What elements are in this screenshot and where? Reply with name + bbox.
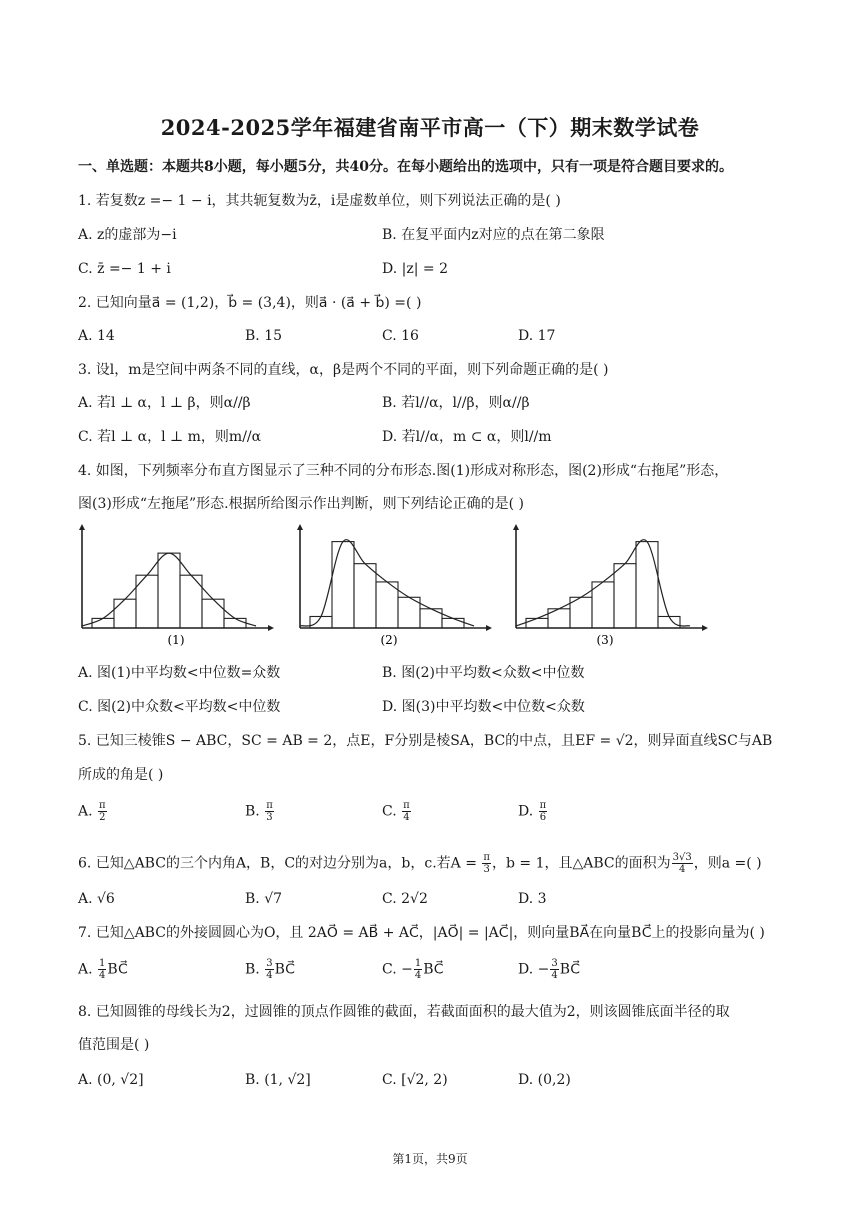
- q2-option-a[interactable]: A. 14: [78, 328, 115, 344]
- q7-option-d-vector: BC⃗: [559, 961, 581, 978]
- histogram-bar: [526, 618, 548, 628]
- histogram-bar: [376, 582, 398, 628]
- q7-option-c-label: C.: [382, 961, 397, 978]
- q5-option-d[interactable]: [518, 800, 548, 823]
- fraction-numerator: π: [483, 852, 490, 863]
- question-7-stem: 7. 已知△ABC的外接圆圆心为O，且 2AO⃗ = AB⃗ + AC⃗，|AO⃗| = |AC⃗|，则向量BA⃗在向量BC⃗上的投影向量为( ): [78, 925, 765, 941]
- q6-area-fraction: [672, 852, 693, 875]
- fraction-denominator: 6: [539, 812, 547, 823]
- histogram-bar: [592, 582, 614, 628]
- q8-option-d[interactable]: D. (0,2): [518, 1072, 571, 1088]
- question-8-stem-line2: 值范围是( ): [78, 1037, 150, 1053]
- y-axis-arrow: [297, 524, 303, 530]
- q2-option-c[interactable]: C. 16: [382, 328, 419, 344]
- q4-option-a[interactable]: A. 图(1)中平均数<中位数=众数: [78, 665, 281, 681]
- x-axis-arrow: [486, 625, 492, 631]
- q2-option-b[interactable]: B. 15: [245, 328, 283, 344]
- fraction-denominator: 4: [414, 970, 422, 981]
- histogram-bar: [92, 618, 114, 628]
- fraction-numerator: π: [99, 800, 106, 811]
- q7-option-b-fraction: [265, 958, 273, 981]
- q4-option-b[interactable]: B. 图(2)中平均数<众数<中位数: [382, 665, 585, 681]
- q6-stem-part2: ，b = 1，且△ABC的面积为: [491, 855, 671, 872]
- fraction-numerator: 1: [99, 958, 106, 969]
- histogram-bar: [658, 616, 680, 628]
- question-4-stem-line2: 图(3)形成“左拖尾”形态.根据所给图示作出判断，则下列结论正确的是( ): [78, 496, 524, 512]
- q5-option-a[interactable]: [78, 800, 108, 823]
- q5-option-c[interactable]: [382, 800, 412, 823]
- q7-option-c-sign: −: [401, 961, 413, 978]
- q7-option-b[interactable]: [245, 958, 295, 981]
- question-3-stem: 3. 设l，m是空间中两条不同的直线，α，β是两个不同的平面，则下列命题正确的是( ): [78, 362, 609, 378]
- histogram-bar: [114, 599, 136, 628]
- fraction-numerator: π: [266, 800, 273, 811]
- q6-option-c[interactable]: C. 2√2: [382, 891, 428, 907]
- histogram-bar: [158, 553, 180, 628]
- fraction-denominator: 3: [483, 864, 490, 875]
- q6-option-d[interactable]: D. 3: [518, 891, 547, 907]
- histogram-bar: [354, 564, 376, 628]
- histogram-1-label: (1): [167, 633, 185, 647]
- q7-option-a-label: A.: [78, 961, 93, 978]
- histogram-bar: [224, 618, 246, 628]
- histogram-2-label: (2): [380, 633, 398, 647]
- question-2-stem: 2. 已知向量a⃗ = (1,2)，b⃗ = (3,4)，则a⃗ · (a⃗ + b⃗) =( ): [78, 295, 422, 311]
- x-axis-arrow: [702, 625, 708, 631]
- fraction-numerator: π: [403, 800, 410, 811]
- fraction-denominator: 3: [266, 812, 273, 823]
- q6-option-a[interactable]: A. √6: [78, 891, 115, 907]
- exam-title: 2024-2025学年福建省南平市高一（下）期末数学试卷: [160, 115, 700, 140]
- fraction-denominator: 2: [99, 812, 106, 823]
- q5-option-d-label: D.: [518, 803, 534, 820]
- q1-option-a[interactable]: A. z的虚部为−i: [78, 227, 177, 243]
- fraction-numerator: 1: [414, 958, 422, 969]
- section-heading: 一、单选题：本题共8小题，每小题5分，共40分。在每小题给出的选项中，只有一项是符合题目要求的。: [78, 159, 733, 175]
- q5-option-a-label: A.: [78, 803, 93, 820]
- y-axis-arrow: [513, 524, 519, 530]
- q7-option-b-vector: BC⃗: [274, 961, 295, 978]
- q3-option-c[interactable]: C. 若l ⊥ α，l ⊥ m，则m//α: [78, 429, 262, 445]
- q5-option-d-fraction: [539, 800, 548, 823]
- density-curve: [300, 540, 474, 626]
- q5-option-b-label: B.: [245, 803, 260, 820]
- q3-option-b[interactable]: B. 若l//α，l//β，则α//β: [382, 395, 530, 411]
- fraction-denominator: 4: [403, 812, 410, 823]
- histogram-bar: [420, 609, 442, 628]
- q5-option-b-fraction: [265, 800, 274, 823]
- question-8-stem-line1: 8. 已知圆锥的母线长为2，过圆锥的顶点作圆锥的截面，若截面面积的最大值为2，则该圆锥底面半径的取: [78, 1004, 730, 1020]
- question-6-stem: [78, 852, 762, 875]
- q5-option-c-label: C.: [382, 803, 397, 820]
- q3-option-a[interactable]: A. 若l ⊥ α，l ⊥ β，则α//β: [78, 395, 251, 411]
- q7-option-d-sign: −: [537, 961, 550, 978]
- q7-option-c-fraction: [414, 958, 422, 981]
- histogram-2: [294, 524, 494, 648]
- histogram-3-label: (3): [596, 633, 614, 647]
- x-axis-arrow: [268, 625, 274, 631]
- q7-option-c-vector: BC⃗: [423, 961, 444, 978]
- q5-option-a-fraction: [98, 800, 107, 823]
- density-curve: [82, 553, 256, 626]
- q2-option-d[interactable]: D. 17: [518, 328, 556, 344]
- q6-option-b[interactable]: B. √7: [245, 891, 283, 907]
- q3-option-d[interactable]: D. 若l//α，m ⊂ α，则l//m: [382, 429, 552, 445]
- q5-option-b[interactable]: [245, 800, 275, 823]
- histogram-bar: [442, 618, 464, 628]
- q8-option-c[interactable]: C. [√2, 2): [382, 1072, 448, 1088]
- q7-option-c[interactable]: [382, 958, 444, 981]
- q6-stem-part1: 6. 已知△ABC的三个内角A，B，C的对边分别为a，b，c.若A =: [78, 855, 477, 872]
- q7-option-a-fraction: [98, 958, 106, 981]
- y-axis-arrow: [79, 524, 85, 530]
- fraction-numerator: π: [539, 800, 547, 811]
- histogram-bar: [332, 542, 354, 628]
- histogram-1: [76, 524, 276, 648]
- question-1-stem: 1. 若复数z =− 1 − i，其共轭复数为z̄，i是虚数单位，则下列说法正确的是( ): [78, 193, 561, 209]
- histogram-bar: [614, 564, 636, 628]
- question-5-stem-line1: 5. 已知三棱锥S − ABC，SC = AB = 2，点E，F分别是棱SA，BC的中点，且EF = √2，则异面直线SC与AB: [78, 733, 773, 749]
- q8-option-a[interactable]: A. (0, √2]: [78, 1072, 144, 1088]
- fraction-denominator: 4: [678, 864, 686, 875]
- q7-option-d-fraction: [550, 958, 558, 981]
- q4-option-d[interactable]: D. 图(3)中平均数<中位数<众数: [382, 699, 585, 715]
- histogram-bar: [636, 542, 658, 628]
- q6-angle-fraction: [482, 852, 491, 875]
- fraction-numerator: 3: [551, 958, 558, 969]
- question-4-stem-line1: 4. 如图，下列频率分布直方图显示了三种不同的分布形态.图(1)形成对称形态，图(2)形成“右拖尾”形态，: [78, 463, 729, 479]
- q7-option-d[interactable]: [518, 958, 580, 981]
- q1-option-c[interactable]: C. z̄ =− 1 + i: [78, 261, 171, 277]
- q8-option-b[interactable]: B. (1, √2]: [245, 1072, 311, 1088]
- histogram-bar: [202, 599, 224, 628]
- fraction-numerator: 3√3: [672, 852, 692, 863]
- q1-option-d[interactable]: D. |z| = 2: [382, 261, 448, 277]
- q1-option-b[interactable]: B. 在复平面内z对应的点在第二象限: [382, 227, 605, 243]
- fraction-denominator: 4: [551, 970, 558, 981]
- q7-option-a-vector: BC⃗: [107, 961, 128, 978]
- histogram-bar: [548, 609, 570, 628]
- fraction-denominator: 4: [266, 970, 273, 981]
- q6-stem-part3: ，则a =( ): [693, 855, 762, 872]
- fraction-numerator: 3: [266, 958, 273, 969]
- histogram-3: [510, 524, 710, 648]
- histogram-bar: [310, 616, 332, 628]
- question-5-stem-line2: 所成的角是( ): [78, 767, 164, 783]
- fraction-denominator: 4: [99, 970, 106, 981]
- q7-option-d-label: D.: [518, 961, 534, 978]
- q7-option-b-label: B.: [245, 961, 260, 978]
- page-footer: 第1页，共9页: [392, 1152, 468, 1166]
- density-curve: [516, 540, 690, 626]
- q7-option-a[interactable]: [78, 958, 128, 981]
- q4-option-c[interactable]: C. 图(2)中众数<平均数<中位数: [78, 699, 281, 715]
- q5-option-c-fraction: [402, 800, 411, 823]
